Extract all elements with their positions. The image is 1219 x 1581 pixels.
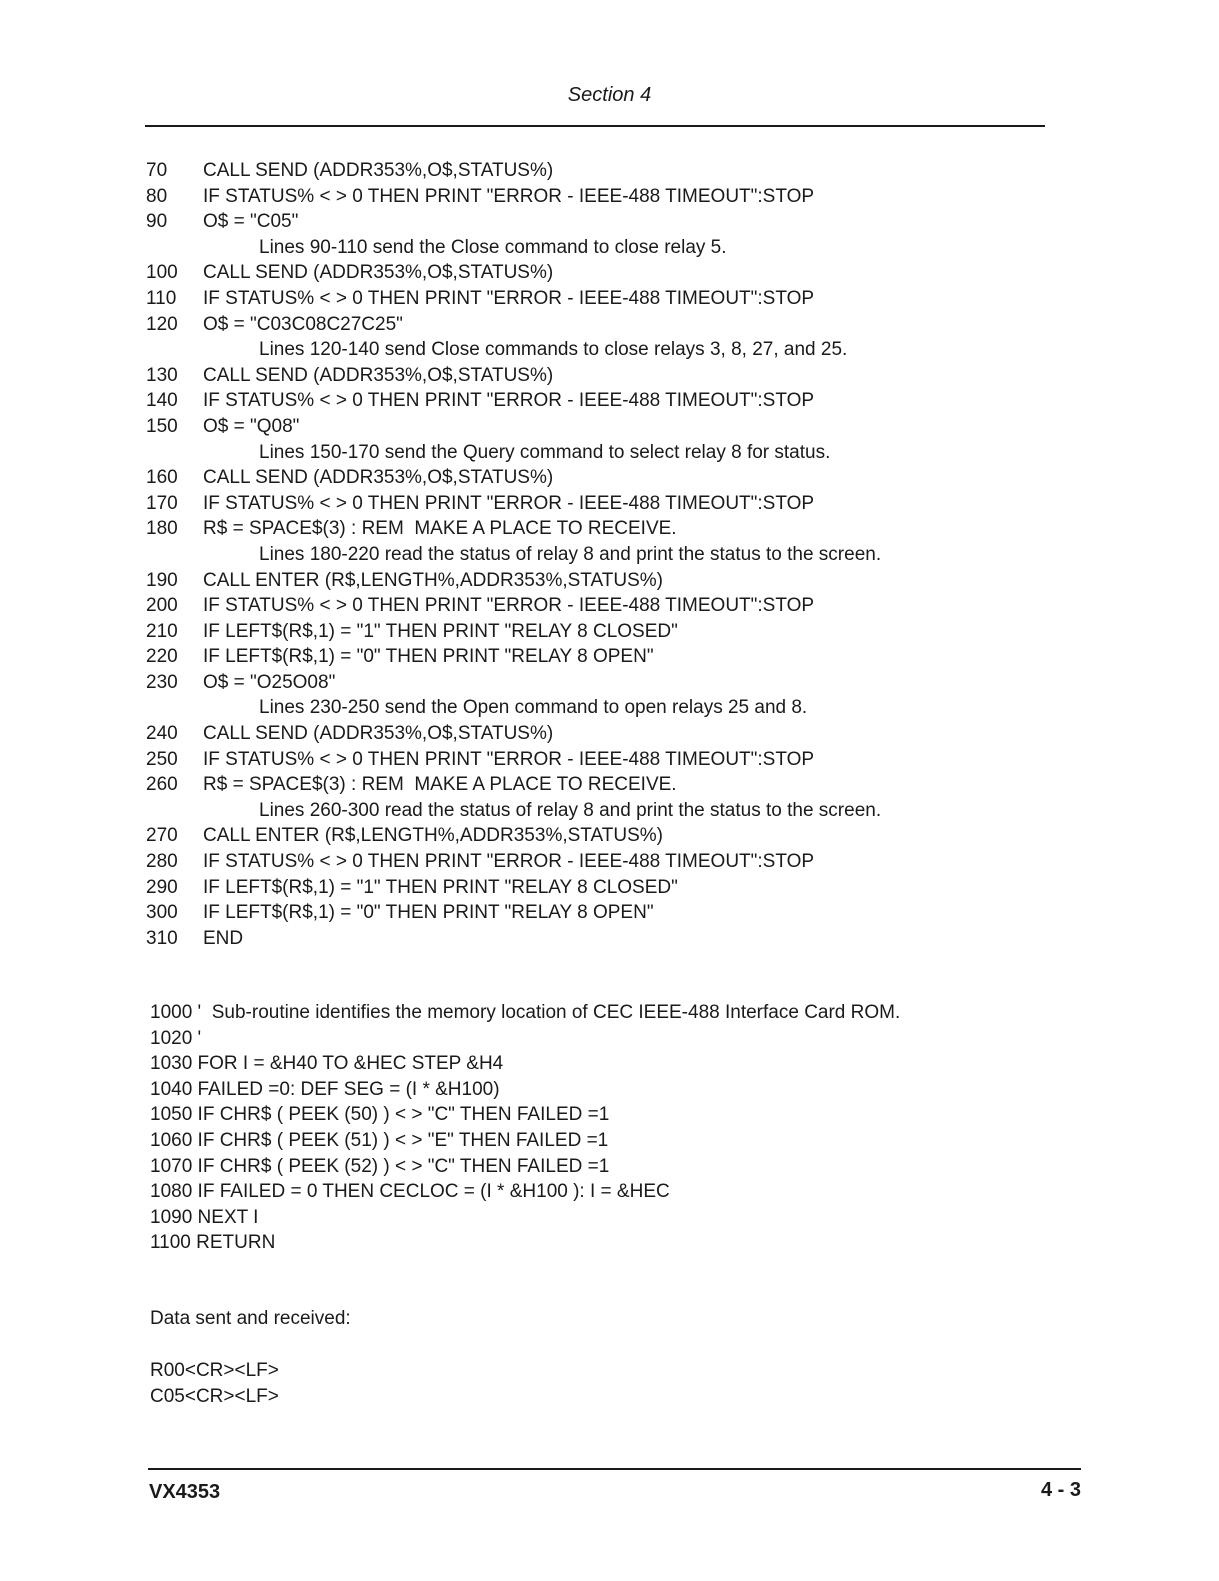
code-text: IF STATUS% < > 0 THEN PRINT "ERROR - IEEE-488 TIMEOUT":STOP: [203, 595, 815, 617]
code-line: [146, 900, 1066, 926]
code-text: CALL SEND (ADDR353%,O$,STATUS%): [203, 262, 554, 284]
code-text: IF STATUS% < > 0 THEN PRINT "ERROR - IEEE-488 TIMEOUT":STOP: [203, 851, 815, 873]
code-line: [146, 568, 1066, 594]
line-number: 270: [146, 825, 178, 847]
code-line: [146, 823, 1066, 849]
code-line: [146, 516, 1066, 542]
code-text: IF STATUS% < > 0 THEN PRINT "ERROR - IEEE-488 TIMEOUT":STOP: [203, 492, 815, 514]
line-number: 180: [146, 518, 178, 540]
line-number: 300: [146, 902, 178, 924]
line-number: 230: [146, 671, 178, 693]
line-number: 210: [146, 620, 178, 642]
code-line: [146, 158, 1066, 184]
code-text: IF LEFT$(R$,1) = "1" THEN PRINT "RELAY 8 CLOSED": [203, 620, 678, 642]
subroutine-line: 1080 IF FAILED = 0 THEN CECLOC = (I * &H100 ): I = &HEC: [150, 1181, 670, 1203]
code-comment-line: [146, 798, 1066, 824]
code-text: R$ = SPACE$(3) : REM MAKE A PLACE TO RECEIVE.: [203, 518, 677, 540]
code-line: [146, 619, 1066, 645]
subroutine-line: 1100 RETURN: [150, 1232, 276, 1254]
code-line: [146, 363, 1066, 389]
line-number: 140: [146, 390, 178, 412]
subroutine-listing: [150, 1000, 1050, 1256]
data-line: C05<CR><LF>: [150, 1385, 279, 1407]
line-number: 250: [146, 748, 178, 770]
code-text: O$ = "C03C08C27C25": [203, 313, 403, 335]
code-text: CALL SEND (ADDR353%,O$,STATUS%): [203, 467, 554, 489]
code-line: [146, 312, 1066, 338]
subroutine-line: 1000 ' Sub-routine identifies the memory location of CEC IEEE-488 Interface Card ROM.: [150, 1002, 901, 1023]
code-line: [146, 849, 1066, 875]
code-comment-text: Lines 150-170 send the Query command to select relay 8 for status.: [259, 441, 831, 463]
code-line: [146, 465, 1066, 491]
code-text: CALL SEND (ADDR353%,O$,STATUS%): [203, 160, 554, 181]
code-text: IF STATUS% < > 0 THEN PRINT "ERROR - IEEE-488 TIMEOUT":STOP: [203, 748, 815, 770]
code-text: O$ = "Q08": [203, 415, 300, 437]
code-comment-text: Lines 90-110 send the Close command to close relay 5.: [259, 236, 727, 258]
line-number: 120: [146, 313, 178, 335]
subroutine-line: 1060 IF CHR$ ( PEEK (51) ) < > "E" THEN FAILED =1: [150, 1129, 609, 1151]
line-number: 90: [146, 211, 168, 233]
line-number: 110: [146, 287, 177, 309]
code-text: IF STATUS% < > 0 THEN PRINT "ERROR - IEEE-488 TIMEOUT":STOP: [203, 287, 815, 309]
code-line: [146, 209, 1066, 235]
footer-rule: [148, 1468, 1081, 1470]
header-rule: [145, 125, 1045, 127]
code-text: IF LEFT$(R$,1) = "0" THEN PRINT "RELAY 8 OPEN": [203, 902, 654, 924]
code-line: [146, 491, 1066, 517]
line-number: 260: [146, 774, 178, 796]
line-number: 310: [146, 927, 178, 949]
code-comment-line: [146, 235, 1066, 261]
code-line: [146, 644, 1066, 670]
code-text: IF LEFT$(R$,1) = "0" THEN PRINT "RELAY 8 OPEN": [203, 646, 654, 668]
code-line: [146, 875, 1066, 901]
subroutine-line: 1050 IF CHR$ ( PEEK (50) ) < > "C" THEN FAILED =1: [150, 1104, 610, 1126]
code-text: CALL ENTER (R$,LENGTH%,ADDR353%,STATUS%): [203, 825, 663, 847]
code-line: [146, 593, 1066, 619]
code-comment-text: Lines 230-250 send the Open command to open relays 25 and 8.: [259, 697, 808, 719]
footer-doc-id: VX4353: [149, 1481, 221, 1503]
data-section-lines: [150, 1358, 279, 1409]
footer-page-number: 4 - 3: [1040, 1479, 1081, 1501]
code-comment-line: [146, 337, 1066, 363]
code-comment-line: [146, 542, 1066, 568]
line-number: 240: [146, 723, 178, 745]
data-line: R00<CR><LF>: [150, 1360, 279, 1381]
line-number: 150: [146, 415, 178, 437]
code-line: [146, 414, 1066, 440]
line-number: 220: [146, 646, 178, 668]
code-line: [146, 926, 1066, 952]
code-text: IF STATUS% < > 0 THEN PRINT "ERROR - IEEE-488 TIMEOUT":STOP: [203, 390, 815, 412]
code-line: [146, 184, 1066, 210]
data-section-label: Data sent and received:: [150, 1308, 351, 1329]
code-text: IF LEFT$(R$,1) = "1" THEN PRINT "RELAY 8 CLOSED": [203, 876, 678, 898]
line-number: 290: [146, 876, 178, 898]
line-number: 100: [146, 262, 178, 284]
line-number: 280: [146, 851, 178, 873]
code-text: END: [203, 927, 244, 949]
subroutine-line: 1070 IF CHR$ ( PEEK (52) ) < > "C" THEN FAILED =1: [150, 1155, 610, 1177]
line-number: 170: [146, 492, 178, 514]
code-comment-text: Lines 120-140 send Close commands to close relays 3, 8, 27, and 25.: [259, 339, 848, 361]
code-comment-line: [146, 440, 1066, 466]
code-text: CALL ENTER (R$,LENGTH%,ADDR353%,STATUS%): [203, 569, 663, 591]
code-text: O$ = "C05": [203, 211, 299, 233]
code-line: [146, 286, 1066, 312]
code-listing: [146, 158, 1066, 951]
code-text: IF STATUS% < > 0 THEN PRINT "ERROR - IEEE-488 TIMEOUT":STOP: [203, 185, 815, 207]
code-text: O$ = "O25O08": [203, 671, 336, 693]
line-number: 70: [146, 160, 168, 181]
line-number: 200: [146, 595, 178, 617]
code-line: [146, 670, 1066, 696]
code-line: [146, 721, 1066, 747]
subroutine-line: 1020 ': [150, 1027, 202, 1049]
code-text: R$ = SPACE$(3) : REM MAKE A PLACE TO RECEIVE.: [203, 774, 677, 796]
subroutine-line: 1030 FOR I = &H40 TO &HEC STEP &H4: [150, 1053, 504, 1075]
code-comment-text: Lines 180-220 read the status of relay 8 and print the status to the screen.: [259, 543, 882, 565]
code-comment-text: Lines 260-300 read the status of relay 8 and print the status to the screen.: [259, 799, 882, 821]
code-line: [146, 747, 1066, 773]
line-number: 80: [146, 185, 168, 207]
code-text: CALL SEND (ADDR353%,O$,STATUS%): [203, 723, 554, 745]
code-text: CALL SEND (ADDR353%,O$,STATUS%): [203, 364, 554, 386]
code-line: [146, 388, 1066, 414]
code-line: [146, 772, 1066, 798]
code-line: [146, 260, 1066, 286]
subroutine-line: 1040 FAILED =0: DEF SEG = (I * &H100): [150, 1078, 500, 1100]
page-header-title: Section 4: [567, 84, 652, 106]
subroutine-line: 1090 NEXT I: [150, 1206, 259, 1228]
code-comment-line: [146, 695, 1066, 721]
line-number: 190: [146, 569, 178, 591]
line-number: 160: [146, 467, 178, 489]
line-number: 130: [146, 364, 178, 386]
